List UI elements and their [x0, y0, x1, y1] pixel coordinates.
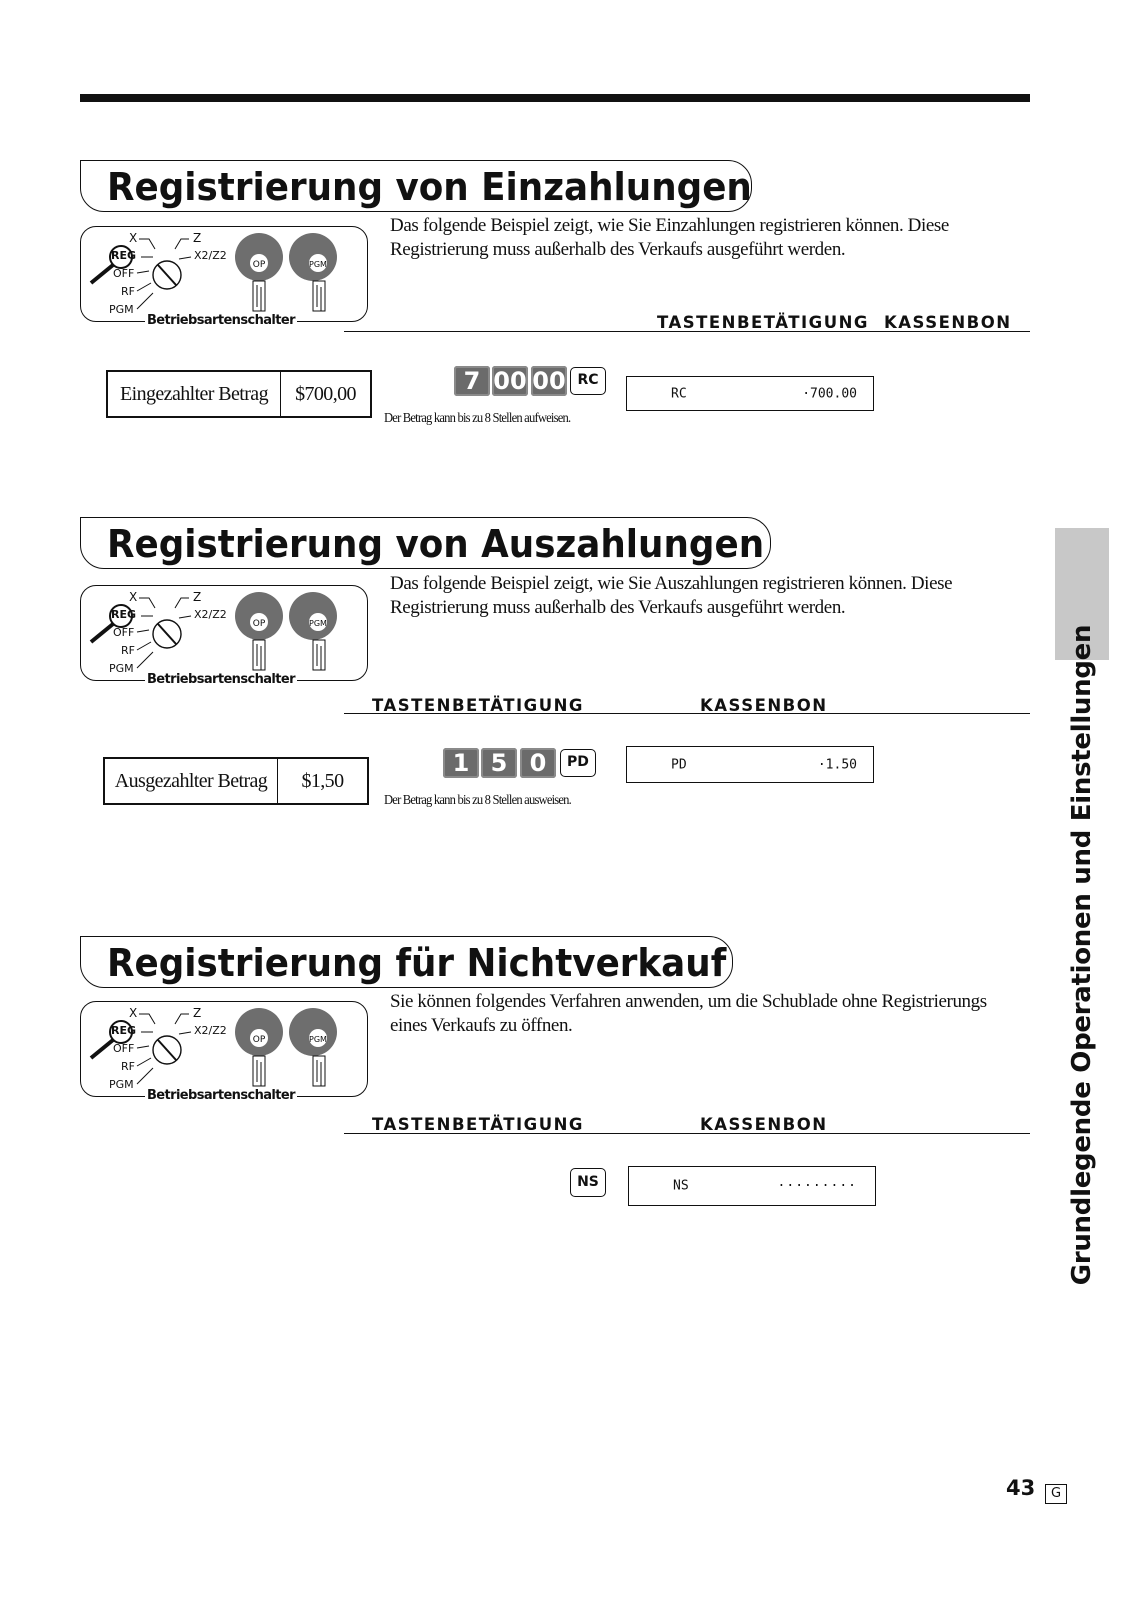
- receipt-line: [626, 746, 874, 783]
- svg-text:OP: OP: [252, 619, 266, 629]
- svg-text:OFF: OFF: [113, 267, 135, 280]
- header-receipt: KASSENBON: [700, 696, 828, 715]
- svg-text:OFF: OFF: [113, 1042, 135, 1055]
- svg-text:X2/Z2: X2/Z2: [194, 249, 227, 262]
- section-title-auszahlungen: Registrierung von Auszahlungen: [80, 517, 771, 569]
- svg-text:REG: REG: [111, 608, 137, 621]
- receipt-value: ·1.50: [817, 757, 857, 772]
- receipt-code: PD: [671, 757, 687, 772]
- svg-text:OFF: OFF: [113, 626, 135, 639]
- mode-switch-diagram: [80, 585, 368, 687]
- svg-text:PGM: PGM: [309, 619, 327, 628]
- switch-caption: Betriebsartenschalter: [147, 672, 295, 687]
- section-description: Das folgende Beispiel zeigt, wie Sie Auszahlungen registrieren können. Diese Registrierung muss außerhalb des Verkaufs ausgeführt werden.: [390, 573, 953, 618]
- amount-table: [103, 757, 369, 805]
- svg-text:PGM: PGM: [309, 1035, 327, 1044]
- svg-text:PGM: PGM: [309, 260, 327, 269]
- mode-switch-icon: [81, 227, 369, 323]
- svg-text:RF: RF: [121, 644, 135, 657]
- numeric-key[interactable]: 1: [443, 748, 479, 778]
- numeric-key[interactable]: 00: [493, 367, 527, 395]
- svg-text:X: X: [129, 231, 138, 245]
- page-marker: G: [1045, 1484, 1067, 1504]
- receipt-code: NS: [673, 1178, 689, 1194]
- svg-text:OP: OP: [252, 260, 266, 270]
- svg-text:X2/Z2: X2/Z2: [194, 608, 227, 621]
- numeric-key[interactable]: 0: [520, 748, 556, 778]
- mode-switch-icon: [81, 1002, 369, 1098]
- svg-text:PGM: PGM: [109, 1078, 134, 1091]
- mode-switch-icon: [81, 586, 369, 682]
- section-title-einzahlungen: Registrierung von Einzahlungen: [80, 160, 752, 212]
- amount-value: $1,50: [301, 769, 344, 792]
- header-keys: TASTENBETÄTIGUNG: [372, 696, 584, 715]
- receipt-code: RC: [671, 386, 687, 401]
- numeric-key[interactable]: 7: [454, 366, 490, 396]
- section-description: Sie können folgendes Verfahren anwenden, um die Schublade ohne Registrierungs eines Verkaufs zu öffnen.: [390, 991, 987, 1036]
- amount-table: [106, 370, 372, 418]
- header-receipt: KASSENBON: [884, 313, 1012, 332]
- section-description: Das folgende Beispiel zeigt, wie Sie Einzahlungen registrieren können. Diese Registrierung muss außerhalb des Verkaufs ausgeführt werden.: [390, 215, 949, 260]
- amount-value: $700,00: [295, 382, 356, 405]
- svg-text:X: X: [129, 590, 138, 604]
- svg-text:Z: Z: [193, 231, 202, 245]
- svg-text:Z: Z: [193, 590, 202, 604]
- header-keys: TASTENBETÄTIGUNG: [372, 1115, 584, 1134]
- top-rule: [80, 94, 1030, 102]
- svg-text:Z: Z: [193, 1006, 202, 1020]
- numeric-key[interactable]: 00: [532, 367, 566, 395]
- receipt-line: [628, 1166, 876, 1206]
- amount-label: Ausgezahlter Betrag: [105, 759, 278, 803]
- receipt-line: [626, 376, 874, 411]
- switch-caption: Betriebsartenschalter: [147, 313, 295, 328]
- svg-text:RF: RF: [121, 1060, 135, 1073]
- pd-key[interactable]: PD: [560, 749, 596, 777]
- digit-note: Der Betrag kann bis zu 8 Stellen aufweisen.: [384, 411, 571, 426]
- svg-text:X: X: [129, 1006, 138, 1020]
- header-receipt: KASSENBON: [700, 1115, 828, 1134]
- numeric-key[interactable]: 5: [481, 748, 517, 778]
- amount-label: Eingezahlter Betrag: [108, 372, 281, 416]
- header-keys: TASTENBETÄTIGUNG: [657, 313, 869, 332]
- svg-text:PGM: PGM: [109, 303, 134, 316]
- switch-caption: Betriebsartenschalter: [147, 1088, 295, 1103]
- mode-switch-diagram: [80, 1001, 368, 1103]
- svg-text:RF: RF: [121, 285, 135, 298]
- section-title-nichtverkauf: Registrierung für Nichtverkauf: [80, 936, 733, 988]
- svg-text:X2/Z2: X2/Z2: [194, 1024, 227, 1037]
- receipt-value: ·········: [777, 1178, 857, 1194]
- rc-key[interactable]: RC: [570, 367, 606, 395]
- digit-note: Der Betrag kann bis zu 8 Stellen ausweisen.: [384, 793, 572, 808]
- mode-switch-diagram: [80, 226, 368, 328]
- svg-text:REG: REG: [111, 1024, 137, 1037]
- receipt-value: ·700.00: [802, 386, 857, 401]
- svg-text:OP: OP: [252, 1035, 266, 1045]
- svg-text:PGM: PGM: [109, 662, 134, 675]
- svg-text:REG: REG: [111, 249, 137, 262]
- page-number: 43: [1006, 1476, 1036, 1500]
- ns-key[interactable]: NS: [570, 1168, 606, 1197]
